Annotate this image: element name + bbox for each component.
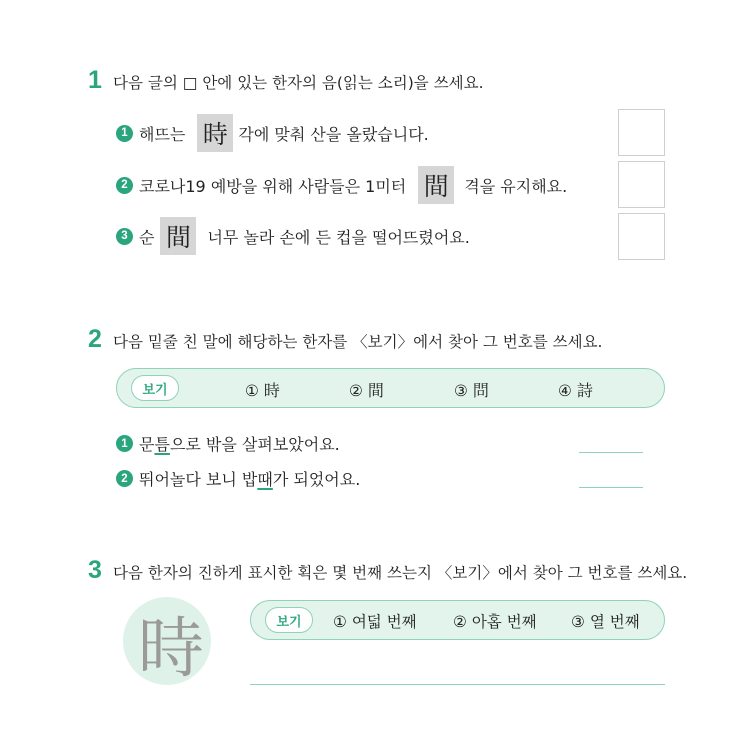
- bogi-label: 보기: [265, 607, 313, 633]
- answer-box-2[interactable]: [618, 161, 665, 208]
- bogi-options-bar: [116, 368, 665, 408]
- hanja-box: 間: [160, 217, 196, 255]
- answer-box-1[interactable]: [618, 109, 665, 156]
- stroke-order-hanja: 時: [138, 609, 204, 687]
- option-number: ①: [245, 382, 259, 400]
- item-badge: 2: [116, 470, 133, 487]
- item-text-before: 순: [139, 227, 155, 247]
- bogi-option-3: [454, 378, 489, 401]
- q2-item-2: [116, 467, 360, 490]
- item-text-pre: 문: [139, 435, 155, 454]
- bogi-options-bar-q3: [250, 600, 665, 640]
- option-number: ③: [454, 382, 468, 400]
- question-1-number: 1: [88, 66, 102, 94]
- option-hanja: 時: [263, 381, 280, 400]
- q2-item-1: [116, 432, 340, 455]
- bogi-option-2: [349, 378, 384, 401]
- q1-item-3: [116, 217, 470, 255]
- underlined-word: 틈: [154, 435, 170, 454]
- option-hanja: 詩: [576, 381, 593, 400]
- bogi-option-1: ① 여덟 번째: [333, 613, 417, 631]
- answer-box-3[interactable]: [618, 213, 665, 260]
- option-number: ②: [349, 382, 363, 400]
- item-text-after: 격을 유지해요.: [464, 176, 568, 196]
- answer-line-1[interactable]: [579, 452, 643, 453]
- bogi-option-2: ② 아홉 번째: [453, 613, 537, 631]
- item-badge: 1: [116, 125, 133, 142]
- answer-line-q3[interactable]: [250, 684, 665, 685]
- item-text-pre: 뛰어놀다 보니 밥: [139, 470, 258, 489]
- item-text-post: 가 되었어요.: [272, 470, 361, 489]
- bogi-option-3: ③ 열 번째: [571, 613, 640, 631]
- item-text-before: 코로나19 예방을 위해 사람들은 1미터: [139, 176, 407, 196]
- hanja-box: 時: [197, 114, 233, 152]
- answer-line-2[interactable]: [579, 487, 643, 488]
- bogi-option-1: [245, 378, 280, 401]
- option-number: ④: [558, 382, 572, 400]
- item-badge: 3: [116, 228, 133, 245]
- item-badge: 2: [116, 177, 133, 194]
- question-3-instruction: 다음 한자의 진하게 표시한 획은 몇 번째 쓰는지 〈보기〉에서 찾아 그 번호를 쓰세요.: [113, 564, 688, 582]
- underlined-word: 때: [257, 470, 273, 489]
- option-hanja: 問: [472, 381, 489, 400]
- q1-item-1: [116, 114, 429, 152]
- item-text-after: 각에 맞춰 산을 올랐습니다.: [238, 124, 429, 144]
- question-2-number: 2: [88, 325, 102, 353]
- bogi-option-4: [558, 378, 593, 401]
- q1-item-2: [116, 166, 567, 204]
- question-1-instruction: 다음 글의 □ 안에 있는 한자의 음(읽는 소리)을 쓰세요.: [113, 74, 484, 92]
- hanja-box: 間: [418, 166, 454, 204]
- item-badge: 1: [116, 435, 133, 452]
- item-text-after: 너무 놀라 손에 든 컵을 떨어뜨렸어요.: [207, 227, 470, 247]
- item-text-post: 으로 밖을 살펴보았어요.: [169, 435, 340, 454]
- item-text-before: 해뜨는: [139, 124, 186, 144]
- option-hanja: 間: [367, 381, 384, 400]
- question-3-number: 3: [88, 556, 102, 584]
- bogi-label: 보기: [131, 375, 179, 401]
- question-2-instruction: 다음 밑줄 친 말에 해당하는 한자를 〈보기〉에서 찾아 그 번호를 쓰세요.: [113, 333, 603, 351]
